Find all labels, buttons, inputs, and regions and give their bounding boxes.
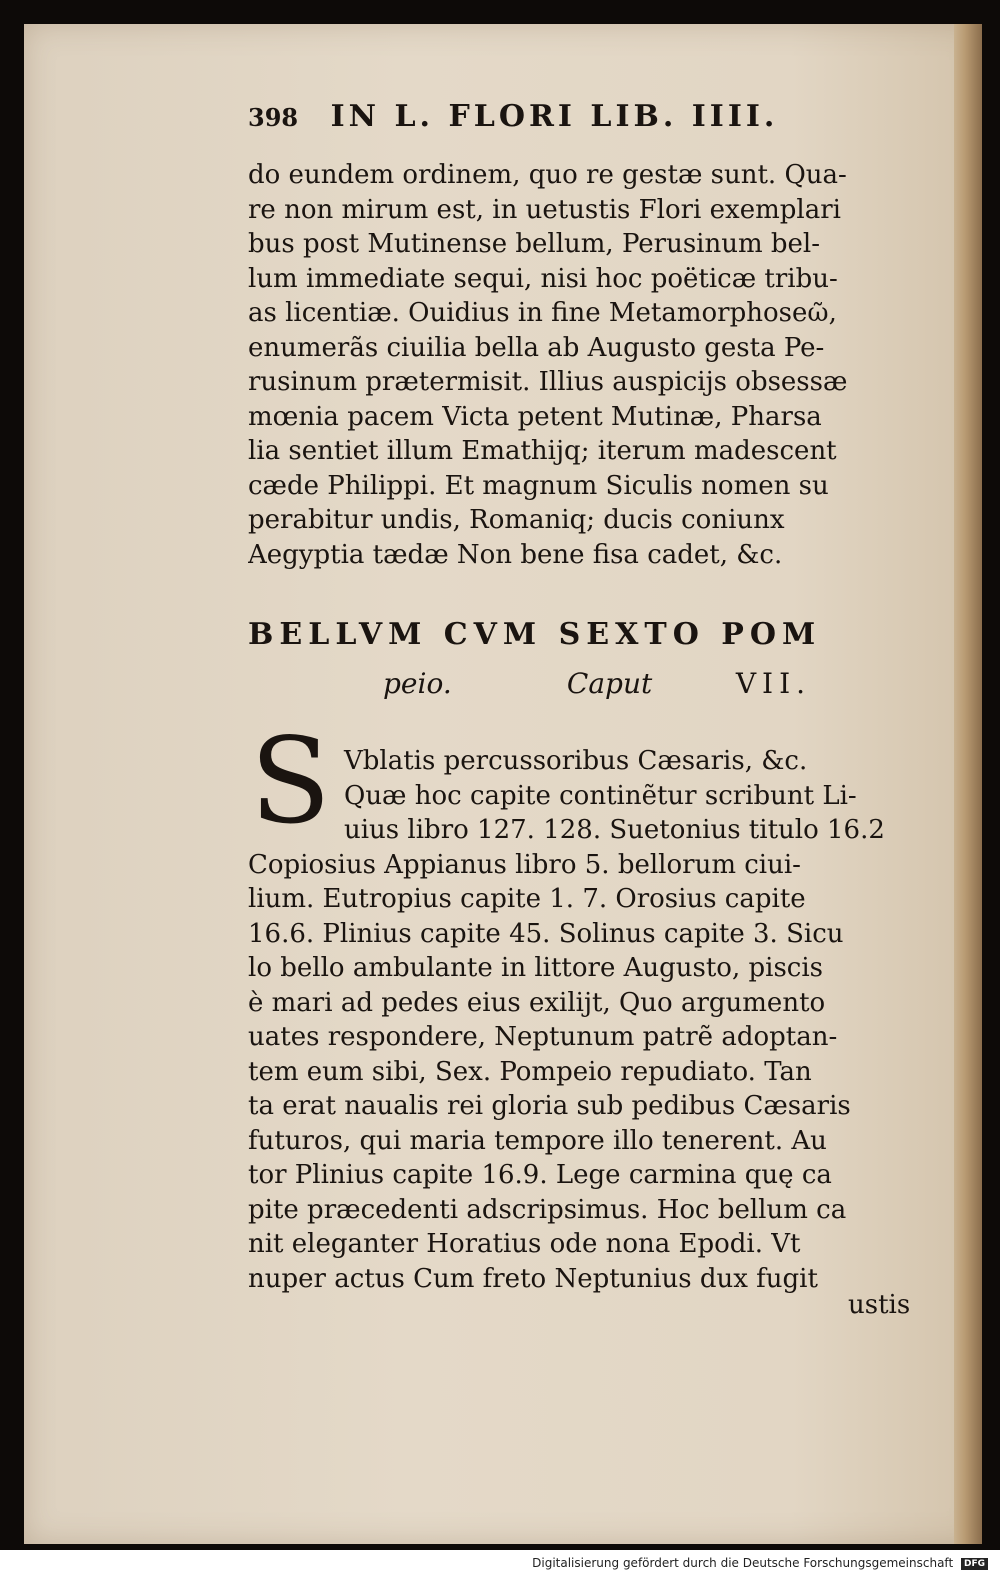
text-line: Aegyptia tædæ Non bene fisa cadet, &c. <box>248 539 783 570</box>
text-line: lia sentiet illum Emathijq; iterum madescent <box>248 436 837 466</box>
running-title: IN L. FLORI LIB. IIII. <box>330 99 779 134</box>
chapter-subtitle <box>248 667 938 700</box>
text-line: re non mirum est, in uetustis Flori exemplari <box>248 194 841 225</box>
caput-label: Caput <box>566 667 653 700</box>
text-line: uates respondere, Neptunum patrẽ adoptan- <box>248 1022 838 1052</box>
text-line: enumerãs ciuilia bella ab Augusto gesta Pe- <box>248 332 825 363</box>
text-line: perabitur undis, Romaniq; ducis coniunx <box>248 505 785 535</box>
digitization-credit <box>532 1556 988 1570</box>
text-line: Copiosius Appianus libro 5. bellorum ciui- <box>248 849 801 880</box>
text-line: è mari ad pedes eius exilijt, Quo argumento <box>248 987 826 1018</box>
catchword: ustis <box>848 1290 911 1320</box>
text-line: lo bello ambulante in littore Augusto, piscis <box>248 953 824 983</box>
text-line: nuper actus Cum freto Neptunius dux fugit <box>248 1263 818 1294</box>
text-line: do eundem ordinem, quo re gestæ sunt. Qua- <box>248 160 847 190</box>
credit-text: Digitalisierung gefördert durch die Deutsche Forschungsgemeinschaft <box>532 1556 954 1570</box>
text-line: as licentiæ. Ouidius in fine Metamorphoseῶ, <box>248 298 837 328</box>
text-line: lum immediate sequi, nisi hoc poëticæ tribu- <box>248 263 838 294</box>
text-line: futuros, qui maria tempore illo tenerent. Au <box>248 1125 827 1156</box>
chapter-title: BELLVM CVM SEXTO POM <box>248 617 822 652</box>
text-line: uius libro 127. 128. Suetonius titulo 16.2 <box>344 815 885 845</box>
chapter-title-continuation: peio. <box>383 667 452 700</box>
running-head <box>248 99 928 134</box>
page-number: 398 <box>248 103 299 132</box>
text-line: Vblatis percussoribus Cæsaris, &c. <box>344 746 808 776</box>
text-line: rusinum prætermisit. Illius auspicijs obsessæ <box>248 367 848 397</box>
text-line: 16.6. Plinius capite 45. Solinus capite 3. Sicu <box>248 918 844 949</box>
caput-number: VII. <box>735 667 812 700</box>
paragraph-continuation <box>248 158 938 572</box>
text-line: pite præcedenti adscripsimus. Hoc bellum ca <box>248 1194 847 1225</box>
text-line: tor Plinius capite 16.9. Lege carmina quę ca <box>248 1160 832 1190</box>
text-line: mœnia pacem Victa petent Mutinæ, Pharsa <box>248 401 822 432</box>
chapter-body <box>248 744 938 1296</box>
text-line: bus post Mutinense bellum, Perusinum bel- <box>248 229 821 259</box>
drop-cap-initial: S <box>250 712 331 850</box>
text-line: ta erat naualis rei gloria sub pedibus Cæsaris <box>248 1091 851 1121</box>
dfg-logo: DFG <box>961 1558 988 1570</box>
text-line: tem eum sibi, Sex. Pompeio repudiato. Tan <box>248 1056 812 1087</box>
text-line: Quæ hoc capite continẽtur scribunt Li- <box>344 780 857 811</box>
text-line: lium. Eutropius capite 1. 7. Orosius capite <box>248 884 806 914</box>
text-line: cæde Philippi. Et magnum Siculis nomen su <box>248 470 829 501</box>
page-spine-edge <box>954 24 982 1544</box>
text-line: nit eleganter Horatius ode nona Epodi. Vt <box>248 1229 801 1259</box>
